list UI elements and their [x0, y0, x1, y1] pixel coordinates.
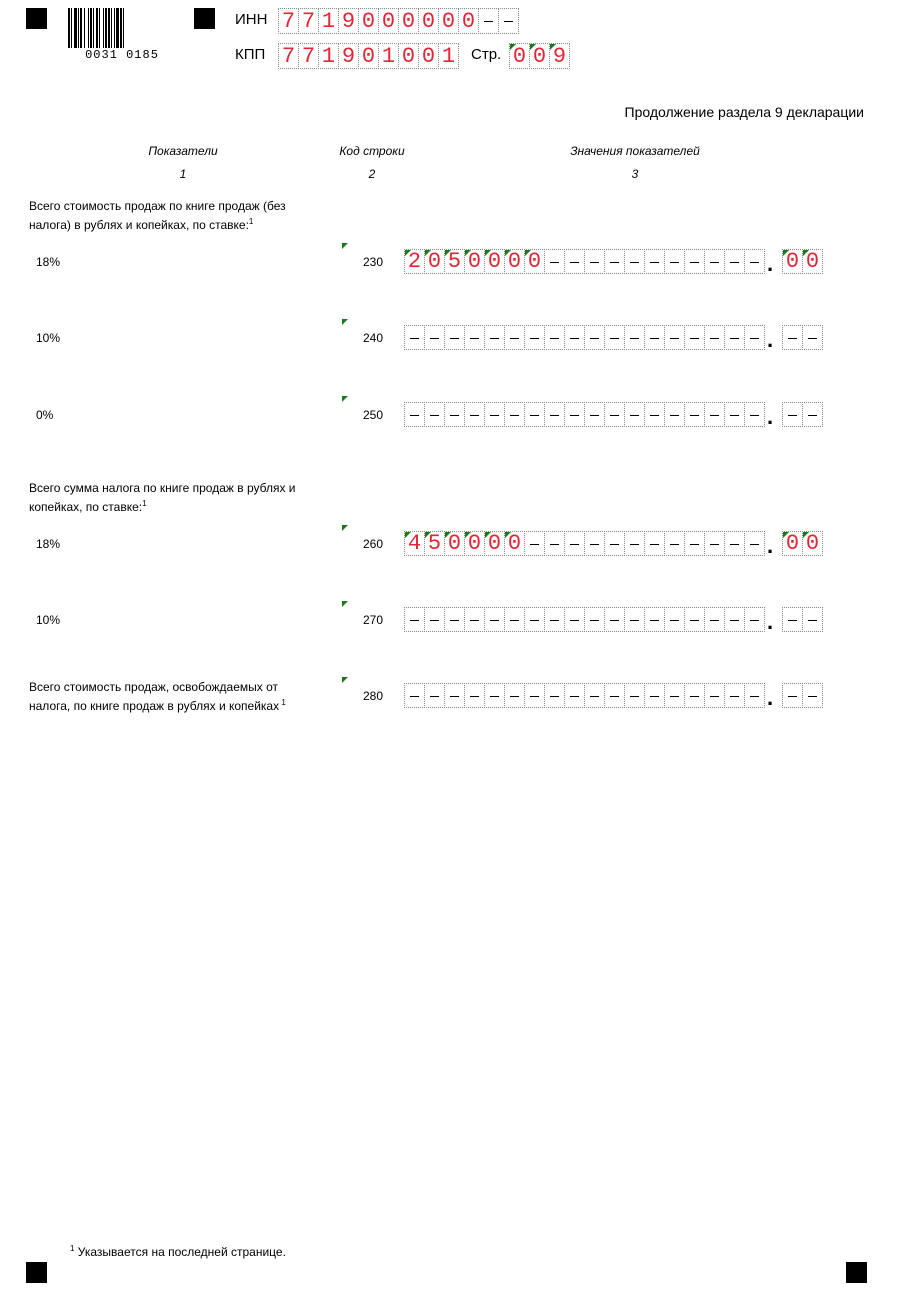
- digit-cell[interactable]: [544, 683, 565, 708]
- footnote-text: Указывается на последней странице.: [77, 1245, 286, 1259]
- digit-cell[interactable]: [604, 607, 625, 632]
- digit-cell[interactable]: [724, 683, 745, 708]
- digit-cell[interactable]: [464, 683, 485, 708]
- digit-cell[interactable]: [424, 683, 445, 708]
- digit-cell[interactable]: 0: [464, 531, 485, 556]
- column-title-values: Значения показателей: [570, 144, 700, 158]
- digit-cell[interactable]: [564, 683, 585, 708]
- kpp-field[interactable]: [278, 43, 459, 69]
- digit-cell[interactable]: 0: [438, 8, 459, 34]
- digit-cell[interactable]: 9: [338, 8, 359, 34]
- digit-cell[interactable]: 9: [338, 43, 359, 69]
- digit-cell[interactable]: 9: [549, 43, 570, 69]
- digit-cell[interactable]: [544, 402, 565, 427]
- digit-cell[interactable]: 0: [464, 249, 485, 274]
- section-title: Продолжение раздела 9 декларации: [624, 104, 864, 120]
- digit-cell[interactable]: [404, 607, 425, 632]
- row-value-rubles[interactable]: [404, 683, 765, 708]
- fill-marker-icon: [465, 532, 471, 538]
- digit-cell[interactable]: [464, 607, 485, 632]
- digit-cell[interactable]: [504, 683, 525, 708]
- fill-marker-icon: [405, 250, 411, 256]
- column-number-3: 3: [631, 167, 639, 181]
- digit-cell[interactable]: [664, 325, 685, 350]
- digit-cell[interactable]: 0: [524, 249, 545, 274]
- row-code: 280: [363, 689, 384, 703]
- digit-cell[interactable]: [484, 607, 505, 632]
- row-label: 18%: [36, 537, 61, 551]
- kpp-label: КПП: [235, 46, 266, 63]
- decimal-point: .: [767, 609, 774, 634]
- digit-cell[interactable]: 0: [358, 43, 379, 69]
- digit-cell[interactable]: [524, 402, 545, 427]
- fill-marker-icon: [783, 532, 789, 538]
- digit-cell[interactable]: [624, 402, 645, 427]
- digit-cell[interactable]: 0: [418, 8, 439, 34]
- sales-cost-heading-text: Всего стоимость продаж по книге продаж (без налога) в рублях и копейках, по ставке:: [29, 199, 286, 232]
- digit-cell[interactable]: [664, 531, 685, 556]
- row-label: Всего стоимость продаж, освобождаемых от налога, по книге продаж в рублях и копейках $^1$: [29, 680, 286, 713]
- row-value-kopecks[interactable]: [782, 683, 823, 708]
- digit-cell[interactable]: [624, 325, 645, 350]
- digit-cell[interactable]: [724, 249, 745, 274]
- row-label: 18%: [36, 255, 61, 269]
- fill-marker-icon: [510, 44, 516, 50]
- digit-cell[interactable]: 1: [318, 8, 339, 34]
- row-value-kopecks[interactable]: [782, 607, 823, 632]
- digit-cell[interactable]: [584, 607, 605, 632]
- digit-cell[interactable]: [802, 607, 823, 632]
- row-tick-icon: [342, 601, 348, 607]
- digit-cell[interactable]: 0: [424, 249, 445, 274]
- row-code: 260: [363, 537, 384, 551]
- digit-cell[interactable]: [802, 683, 823, 708]
- digit-cell[interactable]: [644, 683, 665, 708]
- digit-cell[interactable]: [802, 325, 823, 350]
- digit-cell[interactable]: [584, 531, 605, 556]
- digit-cell[interactable]: 0: [418, 43, 439, 69]
- digit-cell[interactable]: [744, 402, 765, 427]
- fill-marker-icon: [505, 250, 511, 256]
- digit-cell[interactable]: [604, 531, 625, 556]
- digit-cell[interactable]: [664, 402, 685, 427]
- digit-cell[interactable]: 4: [404, 531, 425, 556]
- digit-cell[interactable]: 0: [802, 249, 823, 274]
- digit-cell[interactable]: [704, 683, 725, 708]
- sales-cost-heading: [29, 198, 324, 233]
- digit-cell[interactable]: [424, 607, 445, 632]
- digit-cell[interactable]: 0: [509, 43, 530, 69]
- digit-cell[interactable]: [684, 531, 705, 556]
- fill-marker-icon: [485, 532, 491, 538]
- row-value-kopecks[interactable]: [782, 249, 823, 274]
- digit-cell[interactable]: [404, 683, 425, 708]
- row-tick-icon: [342, 319, 348, 325]
- digit-cell[interactable]: [504, 402, 525, 427]
- fill-marker-icon: [530, 44, 536, 50]
- digit-cell[interactable]: [524, 531, 545, 556]
- digit-cell[interactable]: 0: [398, 43, 419, 69]
- digit-cell[interactable]: [802, 402, 823, 427]
- digit-cell[interactable]: [604, 249, 625, 274]
- digit-cell[interactable]: [684, 683, 705, 708]
- digit-cell[interactable]: 1: [438, 43, 459, 69]
- decimal-point: .: [767, 685, 774, 710]
- digit-cell[interactable]: [624, 531, 645, 556]
- digit-cell[interactable]: [644, 531, 665, 556]
- digit-cell[interactable]: [444, 325, 465, 350]
- row-tick-icon: [342, 243, 348, 249]
- digit-cell[interactable]: [444, 683, 465, 708]
- fill-marker-icon: [550, 44, 556, 50]
- digit-cell[interactable]: [704, 402, 725, 427]
- digit-cell[interactable]: 5: [424, 531, 445, 556]
- digit-cell[interactable]: [524, 683, 545, 708]
- digit-cell[interactable]: [564, 325, 585, 350]
- digit-cell[interactable]: [564, 402, 585, 427]
- digit-cell[interactable]: [704, 249, 725, 274]
- digit-cell[interactable]: [584, 683, 605, 708]
- digit-cell[interactable]: 7: [278, 8, 299, 34]
- fill-marker-icon: [525, 250, 531, 256]
- fill-marker-icon: [485, 250, 491, 256]
- digit-cell[interactable]: [604, 683, 625, 708]
- digit-cell[interactable]: [504, 607, 525, 632]
- column-title-line-code: Код строки: [339, 144, 405, 158]
- tax-sum-heading: [29, 480, 329, 515]
- digit-cell[interactable]: 0: [504, 531, 525, 556]
- digit-cell[interactable]: [564, 607, 585, 632]
- digit-cell[interactable]: [424, 325, 445, 350]
- digit-cell[interactable]: [744, 607, 765, 632]
- digit-cell[interactable]: [604, 325, 625, 350]
- digit-cell[interactable]: [684, 325, 705, 350]
- digit-cell[interactable]: [664, 249, 685, 274]
- digit-cell[interactable]: [424, 402, 445, 427]
- row-label: 10%: [36, 331, 61, 345]
- row-tick-icon: [342, 396, 348, 402]
- corner-marker-top-right: [194, 8, 215, 29]
- digit-cell[interactable]: [724, 607, 745, 632]
- digit-cell[interactable]: [624, 249, 645, 274]
- digit-cell[interactable]: [484, 325, 505, 350]
- digit-cell[interactable]: 0: [398, 8, 419, 34]
- page-label: Стр.: [471, 46, 502, 63]
- digit-cell[interactable]: [478, 8, 499, 34]
- digit-cell[interactable]: 0: [782, 531, 803, 556]
- digit-cell[interactable]: [498, 8, 519, 34]
- digit-cell[interactable]: [584, 325, 605, 350]
- row-value-rubles[interactable]: [404, 531, 765, 556]
- digit-cell[interactable]: 1: [378, 43, 399, 69]
- digit-cell[interactable]: [704, 325, 725, 350]
- digit-cell[interactable]: [624, 683, 645, 708]
- digit-cell[interactable]: [782, 325, 803, 350]
- row-label: 0%: [36, 408, 54, 422]
- digit-cell[interactable]: 0: [378, 8, 399, 34]
- digit-cell[interactable]: 0: [358, 8, 379, 34]
- digit-cell[interactable]: [744, 325, 765, 350]
- digit-cell[interactable]: [664, 607, 685, 632]
- digit-cell[interactable]: [564, 531, 585, 556]
- digit-cell[interactable]: 1: [318, 43, 339, 69]
- digit-cell[interactable]: [484, 402, 505, 427]
- row-value-kopecks[interactable]: [782, 402, 823, 427]
- digit-cell[interactable]: [484, 683, 505, 708]
- digit-cell[interactable]: [444, 607, 465, 632]
- barcode-number: 0031 0185: [68, 48, 176, 62]
- row-value-rubles[interactable]: [404, 249, 765, 274]
- digit-cell[interactable]: [684, 249, 705, 274]
- column-number-1: 1: [179, 167, 187, 181]
- digit-cell[interactable]: [644, 325, 665, 350]
- fill-marker-icon: [465, 250, 471, 256]
- page-number-field[interactable]: [509, 43, 570, 69]
- row-code: 250: [363, 408, 384, 422]
- digit-cell[interactable]: [544, 325, 565, 350]
- fill-marker-icon: [803, 532, 809, 538]
- digit-cell[interactable]: 7: [298, 43, 319, 69]
- row-code: 270: [363, 613, 384, 627]
- row-value-kopecks[interactable]: [782, 325, 823, 350]
- corner-marker-top-left: [26, 8, 47, 29]
- decimal-point: .: [767, 533, 774, 558]
- digit-cell[interactable]: [604, 402, 625, 427]
- digit-cell[interactable]: [444, 402, 465, 427]
- fill-marker-icon: [803, 250, 809, 256]
- digit-cell[interactable]: [584, 402, 605, 427]
- fill-marker-icon: [505, 532, 511, 538]
- digit-cell[interactable]: 2: [404, 249, 425, 274]
- fill-marker-icon: [445, 250, 451, 256]
- digit-cell[interactable]: [584, 249, 605, 274]
- digit-cell[interactable]: [782, 402, 803, 427]
- digit-cell[interactable]: [404, 402, 425, 427]
- digit-cell[interactable]: [704, 531, 725, 556]
- digit-cell[interactable]: [744, 249, 765, 274]
- digit-cell[interactable]: [724, 325, 745, 350]
- row-value-kopecks[interactable]: [782, 531, 823, 556]
- digit-cell[interactable]: [544, 531, 565, 556]
- row-value-rubles[interactable]: [404, 607, 765, 632]
- digit-cell[interactable]: [464, 325, 485, 350]
- digit-cell[interactable]: [782, 683, 803, 708]
- digit-cell[interactable]: [644, 607, 665, 632]
- digit-cell[interactable]: 0: [504, 249, 525, 274]
- footnote-mark: 1: [279, 698, 286, 707]
- decimal-point: .: [767, 251, 774, 276]
- digit-cell[interactable]: 0: [529, 43, 550, 69]
- digit-cell[interactable]: [684, 402, 705, 427]
- row-code: 240: [363, 331, 384, 345]
- digit-cell[interactable]: [464, 402, 485, 427]
- fill-marker-icon: [405, 532, 411, 538]
- digit-cell[interactable]: 7: [298, 8, 319, 34]
- digit-cell[interactable]: [624, 607, 645, 632]
- footnote-number: 1: [70, 1244, 75, 1253]
- digit-cell[interactable]: 0: [782, 249, 803, 274]
- digit-cell[interactable]: [524, 607, 545, 632]
- digit-cell[interactable]: 5: [444, 249, 465, 274]
- row-tick-icon: [342, 525, 348, 531]
- footnote: [70, 1244, 286, 1259]
- digit-cell[interactable]: [544, 249, 565, 274]
- digit-cell[interactable]: [644, 402, 665, 427]
- digit-cell[interactable]: [782, 607, 803, 632]
- decimal-point: .: [767, 404, 774, 429]
- digit-cell[interactable]: 7: [278, 43, 299, 69]
- row-value-rubles[interactable]: [404, 325, 765, 350]
- digit-cell[interactable]: 0: [484, 531, 505, 556]
- column-title-indicators: Показатели: [148, 144, 218, 158]
- digit-cell[interactable]: 0: [458, 8, 479, 34]
- footnote-mark: 1: [248, 217, 254, 226]
- row-code: 230: [363, 255, 384, 269]
- corner-marker-bottom-left: [26, 1262, 47, 1283]
- digit-cell[interactable]: [524, 325, 545, 350]
- digit-cell[interactable]: 0: [802, 531, 823, 556]
- corner-marker-bottom-right: [846, 1262, 867, 1283]
- digit-cell[interactable]: [724, 402, 745, 427]
- digit-cell[interactable]: [644, 249, 665, 274]
- digit-cell[interactable]: [744, 683, 765, 708]
- barcode: [68, 8, 176, 62]
- row-value-rubles[interactable]: [404, 402, 765, 427]
- tax-sum-heading-text: Всего сумма налога по книге продаж в рублях и копейках, по ставке:: [29, 481, 296, 514]
- fill-marker-icon: [425, 250, 431, 256]
- column-number-2: 2: [368, 167, 376, 181]
- row-label: 10%: [36, 613, 61, 627]
- digit-cell[interactable]: [544, 607, 565, 632]
- fill-marker-icon: [783, 250, 789, 256]
- row-tick-icon: [342, 677, 348, 683]
- footnote-mark: 1: [142, 499, 147, 508]
- digit-cell[interactable]: [684, 607, 705, 632]
- digit-cell[interactable]: [664, 683, 685, 708]
- digit-cell[interactable]: [704, 607, 725, 632]
- fill-marker-icon: [425, 532, 431, 538]
- digit-cell[interactable]: 0: [484, 249, 505, 274]
- digit-cell[interactable]: [744, 531, 765, 556]
- fill-marker-icon: [445, 532, 451, 538]
- digit-cell[interactable]: [404, 325, 425, 350]
- digit-cell[interactable]: [564, 249, 585, 274]
- inn-field[interactable]: [278, 8, 519, 34]
- inn-label: ИНН: [235, 11, 268, 28]
- decimal-point: .: [767, 327, 774, 352]
- digit-cell[interactable]: [504, 325, 525, 350]
- digit-cell[interactable]: 0: [444, 531, 465, 556]
- digit-cell[interactable]: [724, 531, 745, 556]
